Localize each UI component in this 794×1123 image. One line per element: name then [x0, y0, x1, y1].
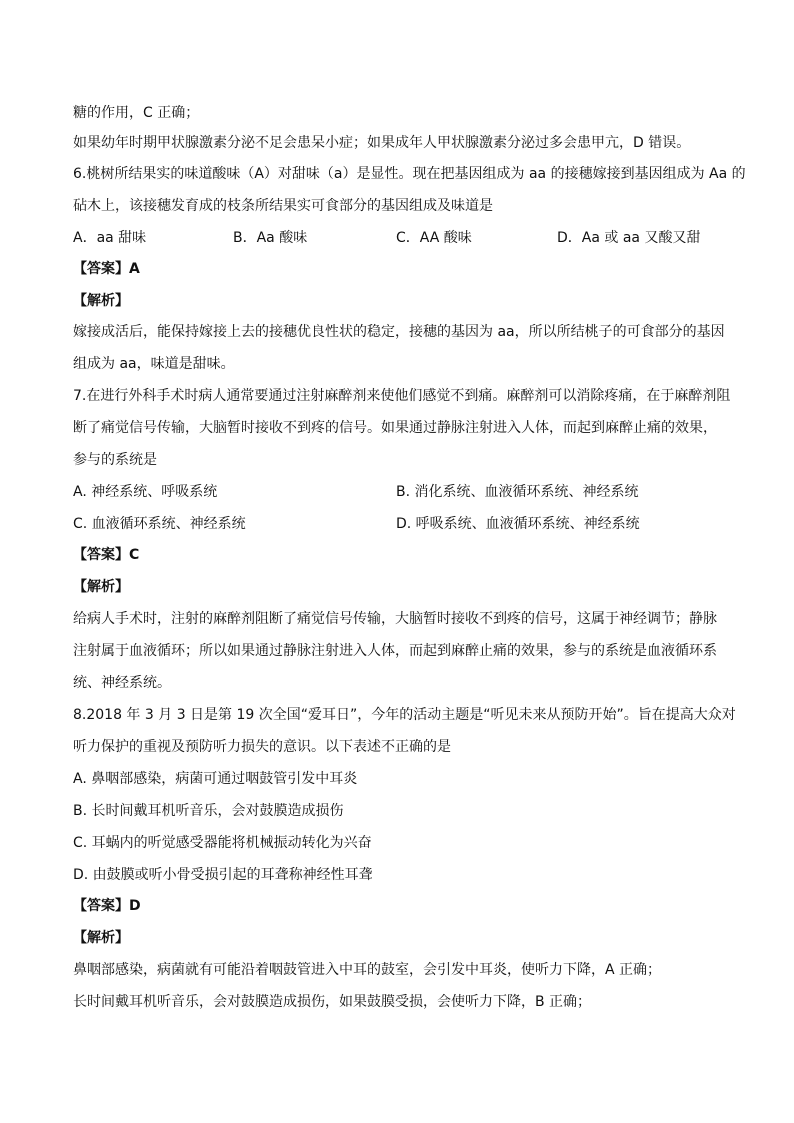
q7-analysis-line: 注射属于血液循环；所以如果通过静脉注射进入人体，而起到麻醉止痛的效果，参与的系统是血液循环系 — [73, 643, 717, 659]
q7-option-b: B. 消化系统、血液循环系统、神经系统 — [396, 484, 639, 500]
q6-stem-line: 砧木上，该接穗发育成的枝条所结果实可食部分的基因组成及味道是 — [73, 198, 493, 214]
q6-analysis-line: 组成为 aa，味道是甜味。 — [73, 356, 235, 372]
q6-option-d: D．Aa 或 aa 又酸又甜 — [557, 230, 701, 246]
q7-stem-line: 参与的系统是 — [73, 452, 157, 468]
q8-analysis-line: 长时间戴耳机听音乐，会对鼓膜造成损伤，如果鼓膜受损，会使听力下降，B 正确； — [73, 994, 592, 1010]
q7-option-c: C. 血液循环系统、神经系统 — [73, 516, 246, 532]
q6-option-c: C．AA 酸味 — [396, 230, 472, 246]
q8-option-a: A. 鼻咽部感染，病菌可通过咽鼓管引发中耳炎 — [73, 771, 358, 787]
q6-stem-line: 6.桃树所结果实的味道酸味（A）对甜味（a）是显性。现在把基因组成为 aa 的接穗嫁接到基因组成为 Aa 的 — [73, 166, 746, 182]
q8-analysis-line: 鼻咽部感染，病菌就有可能沿着咽鼓管进入中耳的鼓室，会引发中耳炎，使听力下降，A 正确； — [73, 962, 662, 978]
q7-analysis-line: 统、神经系统。 — [73, 675, 171, 691]
q6-analysis-line: 嫁接成活后，能保持嫁接上去的接穗优良性状的稳定，接穗的基因为 aa，所以所结桃子的可食部分的基因 — [73, 324, 725, 340]
q7-analysis-line: 给病人手术时，注射的麻醉剂阻断了痛觉信号传输，大脑暂时接收不到疼的信号，这属于神经调节；静脉 — [73, 611, 717, 627]
q7-analysis-label: 【解析】 — [73, 579, 129, 595]
q8-analysis-label: 【解析】 — [73, 930, 129, 946]
q6-answer: 【答案】A — [73, 261, 140, 277]
q8-answer: 【答案】D — [73, 898, 141, 914]
q8-stem-line: 听力保护的重视及预防听力损失的意识。以下表述不正确的是 — [73, 739, 451, 755]
q7-option-d: D. 呼吸系统、血液循环系统、神经系统 — [396, 516, 640, 532]
q6-option-b: B．Aa 酸味 — [233, 230, 308, 246]
q6-analysis-label: 【解析】 — [73, 293, 129, 309]
q6-option-a: A．aa 甜味 — [73, 230, 147, 246]
q8-option-d: D. 由鼓膜或听小骨受损引起的耳聋称神经性耳聋 — [73, 867, 373, 883]
text-line: 如果幼年时期甲状腺激素分泌不足会患呆小症；如果成年人甲状腺激素分泌过多会患甲亢，D 错误。 — [73, 135, 691, 151]
q7-stem-line: 7.在进行外科手术时病人通常要通过注射麻醉剂来使他们感觉不到痛。麻醉剂可以消除疼痛，在于麻醉剂阻 — [73, 388, 731, 404]
text-line: 糖的作用，C 正确； — [73, 105, 200, 121]
q7-stem-line: 断了痛觉信号传输，大脑暂时接收不到疼的信号。如果通过静脉注射进入人体，而起到麻醉止痛的效果， — [73, 420, 717, 436]
q7-option-a: A. 神经系统、呼吸系统 — [73, 484, 218, 500]
q8-stem-line: 8.2018 年 3 月 3 日是第 19 次全国“爱耳日”，今年的活动主题是“听见未来从预防开始”。旨在提高大众对 — [73, 707, 736, 723]
q8-option-c: C. 耳蜗内的听觉感受器能将机械振动转化为兴奋 — [73, 835, 372, 851]
q7-answer: 【答案】C — [73, 547, 140, 563]
q8-option-b: B. 长时间戴耳机听音乐，会对鼓膜造成损伤 — [73, 803, 344, 819]
